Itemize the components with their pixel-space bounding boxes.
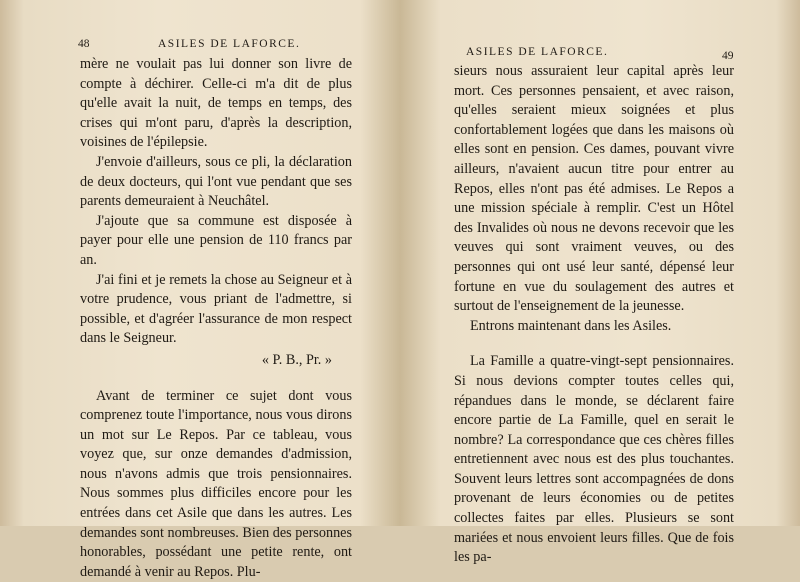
paragraph: La Famille a quatre-vingt-sept pensionnaires. Si nous devions compter toutes celles qui, répandues dans le monde, se déclarent faire encore partie de La Famille, quel en serait le nombre? La correspondance que ces chères filles entretiennent avec nous est des plus touchantes. Souvent leurs lettres sont accompagnées de dons provenant de leurs économies ou de petites collectes faites par elles. Plusieurs se sont mariées et nous envoient leurs filles. Que de fois les pa- [454,352,734,568]
running-head: ASILES DE LAFORCE. [158,38,300,50]
running-head: ASILES DE LAFORCE. [466,46,608,58]
paragraph: Avant de terminer ce sujet dont vous comprenez toute l'importance, nous vous dirons un mot sur Le Repos. Par ce tableau, vous voyez que, sur onze demandes d'admission, nous n'avons admis que trois pensionnaires. Nous sommes plus difficiles encore pour les entrées dans cet Asile que dans les autres. Les demandes sont nombreuses. Bien des personnes honorables, possédant une petite rente, ont demandé à venir au Repos. Plu- [80,387,352,582]
page-body [80,55,352,582]
right-page [400,0,800,526]
page-body [454,62,734,568]
left-page [0,0,400,526]
paragraph: J'envoie d'ailleurs, sous ce pli, la déclaration de deux docteurs, qui l'ont vue pendant que ses parents demeuraient à Neuchâtel. [80,153,352,212]
page-number: 49 [722,50,734,62]
page-number: 48 [78,38,90,50]
paragraph: mère ne voulait pas lui donner son livre de compte à déchirer. Celle-ci m'a dit de plus qu'elle avait la nuit, de temps en temps, des crises qui m'ont paru, d'après la description, voisines de l'épilepsie. [80,55,352,153]
paragraph: Entrons maintenant dans les Asiles. [454,317,734,337]
paragraph: J'ajoute que sa commune est disposée à payer pour elle une pension de 110 francs par an. [80,212,352,271]
paragraph: sieurs nous assuraient leur capital après leur mort. Ces personnes pensaient, et avec raison, qu'elles seraient mieux soignées et plus confortablement logées que dans les maisons où elles sont en pension. Ces dames, pouvant vivre ailleurs, n'avaient aucun titre pour entrer au Repos, elles n'ont pas été admises. Le Repos a une mission spéciale à remplir. C'est un Hôtel des Invalides où nous ne devons recevoir que les veuves qui sont vraiment veuves, ou des personnes qui ont usé leur santé, dépensé leur fortune en vue du soulagement des autres et surtout de l'enseignement de la jeunesse. [454,62,734,317]
paragraph: J'ai fini et je remets la chose au Seigneur et à votre prudence, vous priant de l'admettre, si possible, et d'agréer l'assurance de mon respect dans le Seigneur. [80,271,352,349]
signature-line: « P. B., Pr. » [80,351,352,371]
